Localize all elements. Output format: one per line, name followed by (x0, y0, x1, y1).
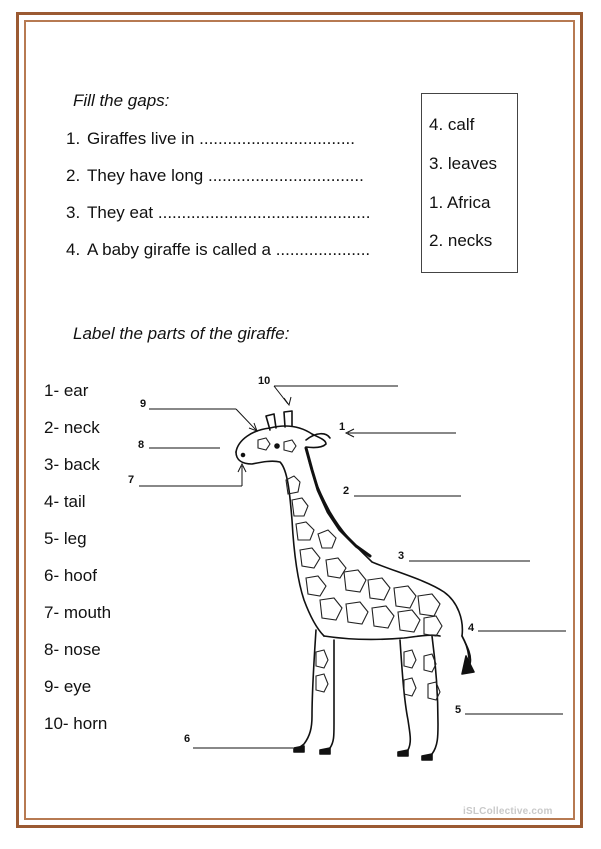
word-bank-item: 4. calf (429, 115, 475, 134)
part-list-item: 7- mouth (44, 603, 112, 622)
part-list-item: 1- ear (44, 381, 89, 400)
sentence-number: 2. (66, 166, 81, 185)
diagram-label-number: 7 (128, 474, 135, 486)
sentence-number: 3. (66, 203, 81, 222)
diagram-label-number: 10 (258, 375, 271, 387)
fill-gaps-title: Fill the gaps: (73, 91, 170, 110)
sentence-text: They eat ............................................. (87, 203, 371, 222)
part-list-item: 9- eye (44, 677, 92, 696)
word-bank-item: 3. leaves (429, 154, 498, 173)
sentence-text: They have long ................................. (87, 166, 364, 185)
sentence-number: 4. (66, 240, 81, 259)
part-list-item: 5- leg (44, 529, 87, 548)
word-bank-item: 1. Africa (429, 193, 491, 212)
diagram-label-number: 2 (343, 485, 350, 497)
sentence-text: A baby giraffe is called a .................... (87, 240, 371, 259)
part-list-item: 10- horn (44, 714, 108, 733)
sentence-text: Giraffes live in ................................. (87, 129, 355, 148)
diagram-label-number: 1 (339, 421, 346, 433)
label-parts-title: Label the parts of the giraffe: (73, 324, 290, 343)
sentence-number: 1. (66, 129, 81, 148)
diagram-label-number: 8 (138, 439, 145, 451)
part-list-item: 6- hoof (44, 566, 97, 585)
word-bank-item: 2. necks (429, 231, 493, 250)
diagram-label-number: 4 (468, 622, 475, 634)
part-list-item: 3- back (44, 455, 100, 474)
part-list-item: 2- neck (44, 418, 100, 437)
diagram-label-number: 9 (140, 398, 147, 410)
diagram-label-number: 6 (184, 733, 191, 745)
diagram-label-number: 3 (398, 550, 405, 562)
part-list-item: 8- nose (44, 640, 101, 659)
watermark: iSLCollective.com (463, 806, 553, 817)
part-list-item: 4- tail (44, 492, 86, 511)
diagram-label-number: 5 (455, 704, 462, 716)
